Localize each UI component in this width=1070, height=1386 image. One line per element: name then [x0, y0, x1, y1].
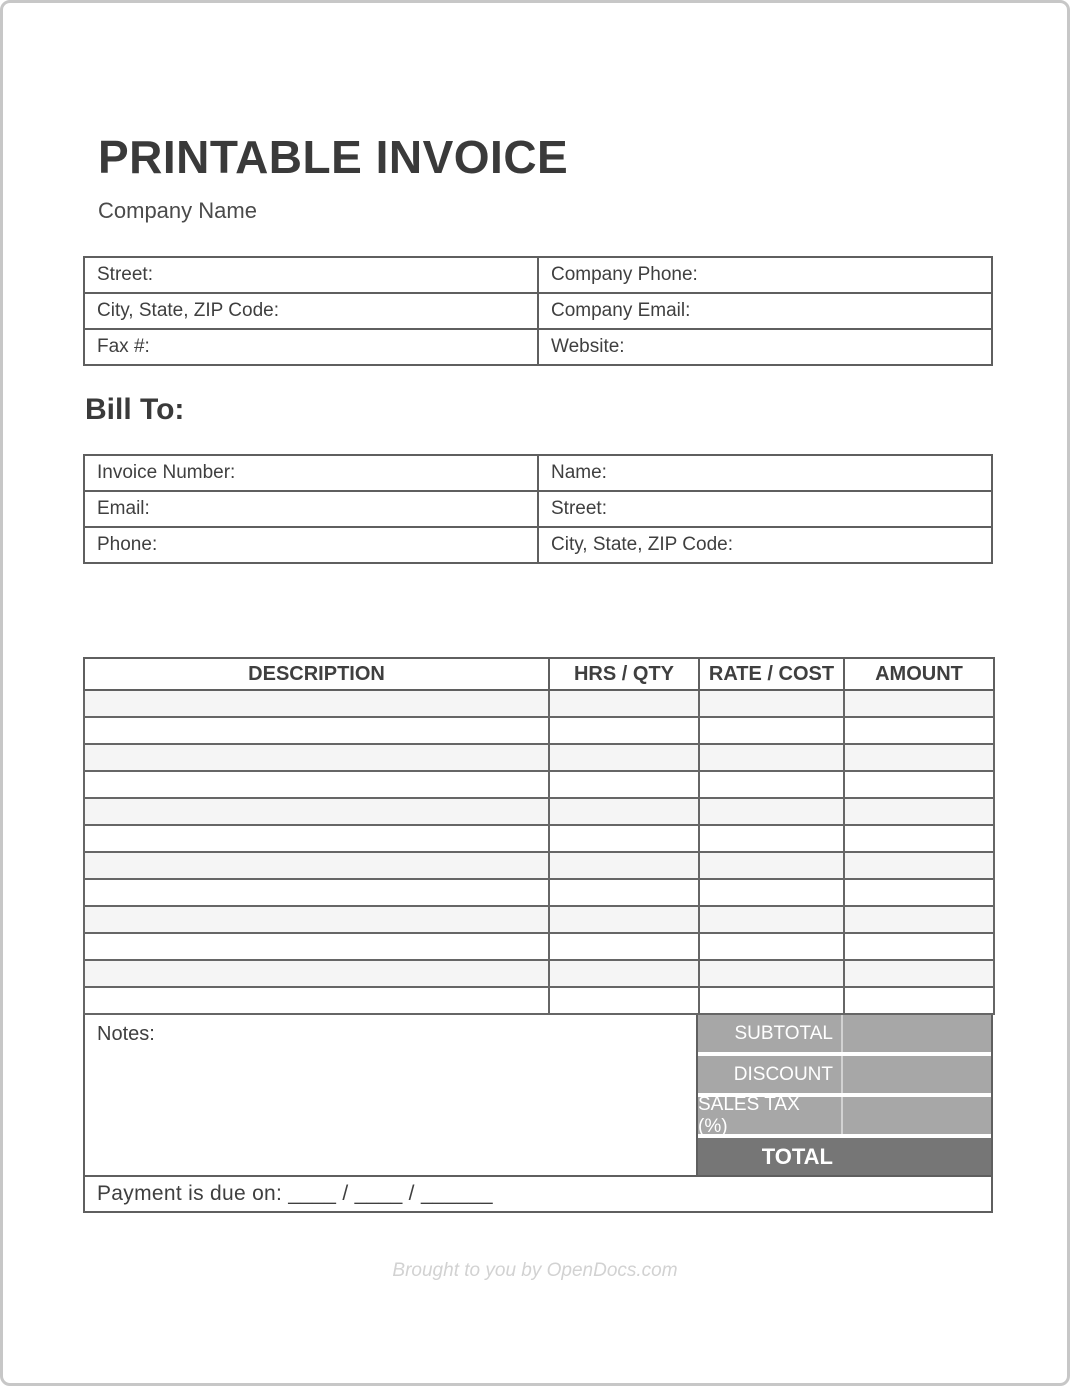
item-cell — [844, 771, 994, 798]
item-cell — [549, 825, 699, 852]
table-row — [84, 257, 992, 293]
item-cell — [699, 879, 844, 906]
company-name: Company Name — [98, 198, 257, 224]
total-amount-cell — [841, 1138, 991, 1175]
item-cell — [84, 906, 549, 933]
item-cell — [844, 717, 994, 744]
item-row — [84, 960, 994, 987]
item-cell — [84, 798, 549, 825]
item-row — [84, 906, 994, 933]
company-city-field: City, State, ZIP Code: — [84, 293, 538, 329]
totals-amount-cell — [843, 1015, 991, 1052]
item-cell — [699, 933, 844, 960]
item-cell — [699, 960, 844, 987]
totals-row-label: DISCOUNT — [698, 1056, 841, 1093]
totals-row-label: SALES TAX (%) — [698, 1097, 841, 1134]
payment-due-row: Payment is due on: ____ / ____ / ______ — [83, 1175, 993, 1213]
company-fax-field: Fax #: — [84, 329, 538, 365]
item-cell — [549, 933, 699, 960]
total-row — [698, 1138, 991, 1175]
item-cell — [549, 690, 699, 717]
items-body — [84, 690, 994, 1014]
bill-to-heading: Bill To: — [85, 393, 185, 427]
item-cell — [844, 690, 994, 717]
item-row — [84, 771, 994, 798]
item-cell — [549, 852, 699, 879]
item-cell — [84, 771, 549, 798]
table-row — [84, 329, 992, 365]
item-row — [84, 852, 994, 879]
totals-amount-cell — [843, 1056, 991, 1093]
footer-credit: Brought to you by OpenDocs.com — [392, 1260, 678, 1282]
table-row — [84, 455, 992, 491]
item-cell — [699, 771, 844, 798]
item-cell — [549, 906, 699, 933]
item-cell — [844, 987, 994, 1014]
item-row — [84, 825, 994, 852]
item-cell — [84, 960, 549, 987]
item-cell — [549, 987, 699, 1014]
item-cell — [84, 987, 549, 1014]
totals-row — [698, 1056, 991, 1093]
notes-cell: Notes: — [83, 1015, 698, 1175]
bill-to-table — [83, 454, 993, 564]
items-header-row — [84, 658, 994, 690]
item-cell — [699, 717, 844, 744]
item-cell — [84, 933, 549, 960]
table-row — [84, 527, 992, 563]
item-cell — [699, 825, 844, 852]
table-row — [84, 293, 992, 329]
item-cell — [84, 690, 549, 717]
item-cell — [549, 879, 699, 906]
company-street-field: Street: — [84, 257, 538, 293]
item-cell — [84, 744, 549, 771]
line-items-table — [83, 657, 995, 1015]
item-cell — [699, 852, 844, 879]
item-cell — [844, 852, 994, 879]
item-cell — [844, 906, 994, 933]
totals-amount-cell — [843, 1097, 991, 1134]
item-row — [84, 933, 994, 960]
description-column-header: DESCRIPTION — [84, 658, 549, 690]
bill-street-field: Street: — [538, 491, 992, 527]
item-cell — [549, 771, 699, 798]
item-cell — [699, 906, 844, 933]
item-row — [84, 879, 994, 906]
item-cell — [699, 744, 844, 771]
item-cell — [844, 933, 994, 960]
item-cell — [844, 879, 994, 906]
bill-email-field: Email: — [84, 491, 538, 527]
total-label: TOTAL — [698, 1138, 841, 1175]
item-cell — [84, 717, 549, 744]
company-email-field: Company Email: — [538, 293, 992, 329]
company-website-field: Website: — [538, 329, 992, 365]
bill-city-field: City, State, ZIP Code: — [538, 527, 992, 563]
company-phone-field: Company Phone: — [538, 257, 992, 293]
item-row — [84, 717, 994, 744]
bill-name-field: Name: — [538, 455, 992, 491]
item-row — [84, 798, 994, 825]
item-cell — [699, 987, 844, 1014]
item-cell — [699, 690, 844, 717]
invoice-number-field: Invoice Number: — [84, 455, 538, 491]
totals-row-label: SUBTOTAL — [698, 1015, 841, 1052]
item-cell — [844, 960, 994, 987]
hrs-qty-column-header: HRS / QTY — [549, 658, 699, 690]
item-cell — [549, 717, 699, 744]
item-row — [84, 987, 994, 1014]
bottom-section — [83, 1015, 993, 1175]
item-cell — [549, 744, 699, 771]
rate-cost-column-header: RATE / COST — [699, 658, 844, 690]
table-row — [84, 491, 992, 527]
item-cell — [844, 798, 994, 825]
page-title: PRINTABLE INVOICE — [98, 131, 569, 183]
totals-row — [698, 1093, 991, 1137]
item-row — [84, 744, 994, 771]
item-cell — [844, 744, 994, 771]
totals-block — [698, 1015, 993, 1175]
item-cell — [549, 960, 699, 987]
amount-column-header: AMOUNT — [844, 658, 994, 690]
item-cell — [549, 798, 699, 825]
item-cell — [84, 825, 549, 852]
item-cell — [84, 852, 549, 879]
item-cell — [844, 825, 994, 852]
bill-phone-field: Phone: — [84, 527, 538, 563]
totals-row — [698, 1015, 991, 1052]
item-row — [84, 690, 994, 717]
company-info-table — [83, 256, 993, 366]
item-cell — [699, 798, 844, 825]
item-cell — [84, 879, 549, 906]
